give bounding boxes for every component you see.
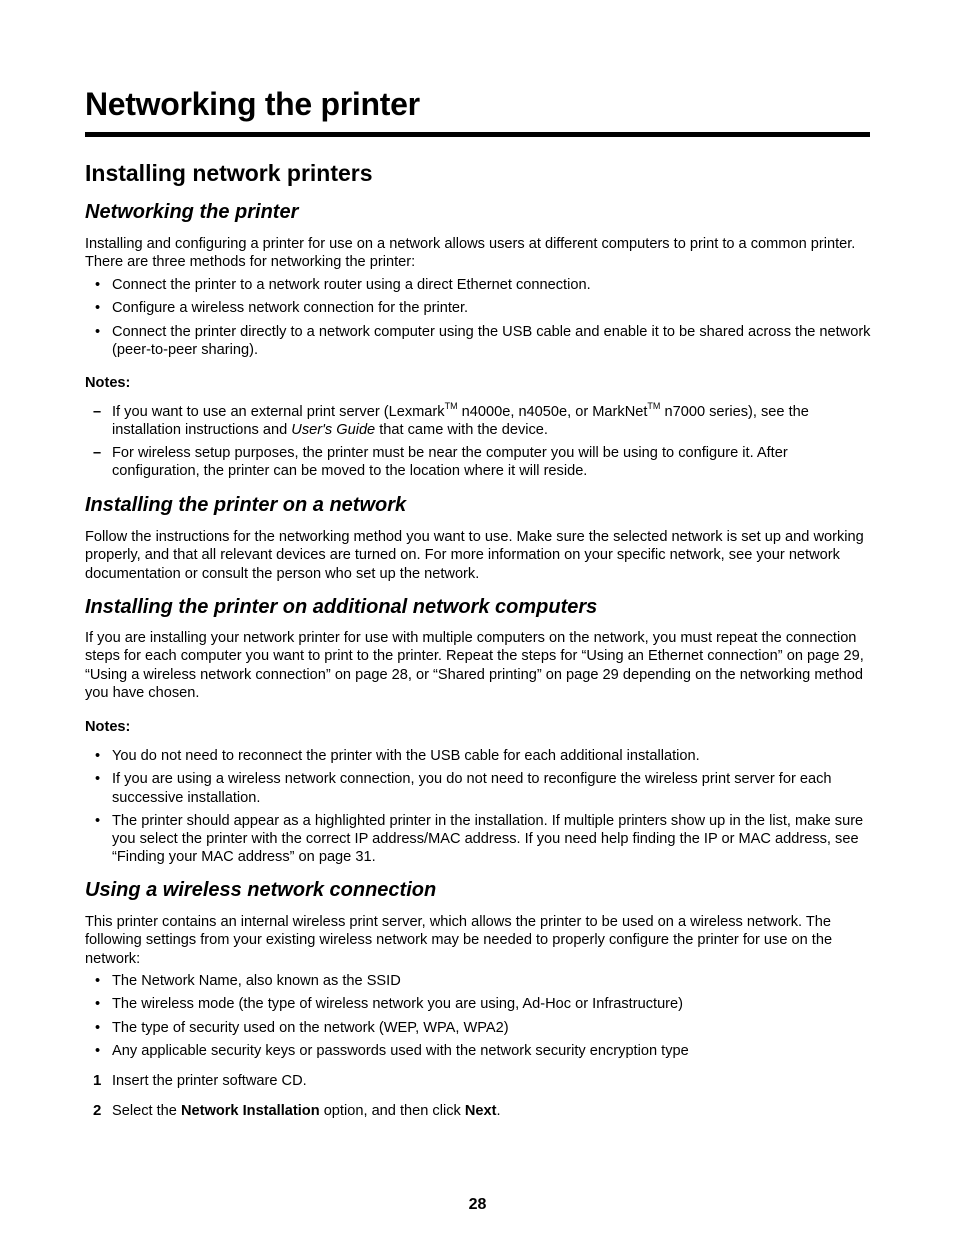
list-item (85, 770, 875, 807)
list-item (85, 299, 875, 317)
step-text: option, and then click (319, 1103, 465, 1120)
bullet-icon: • (95, 277, 101, 293)
step-item (85, 1072, 875, 1090)
note-text: n7000 series), see the installation instructions and (112, 404, 809, 439)
list-item (85, 276, 875, 294)
bullet-icon: • (95, 748, 101, 764)
installing-on-network-heading: Installing the printer on a network (85, 494, 407, 516)
notes-label: Notes: (85, 375, 131, 391)
list-item-text: The type of security used on the network (WEP, WPA, WPA2) (112, 1019, 509, 1036)
list-item (85, 812, 875, 867)
step-text: . (496, 1103, 501, 1120)
notes-label: Notes: (85, 719, 131, 735)
bullet-icon: • (95, 1042, 101, 1059)
users-guide-title: User's Guide (291, 422, 376, 439)
trademark-mark: TM (444, 401, 458, 412)
step-text: Insert the printer software CD. (112, 1073, 307, 1089)
list-item-text: Connect the printer directly to a network computer using the USB cable and enable it to be shared across the network (peer-to-peer sharing). (112, 323, 871, 358)
list-item (85, 323, 875, 360)
list-item (85, 972, 875, 990)
bullet-icon: • (95, 812, 101, 829)
title-rule (85, 132, 870, 137)
step-item (85, 1102, 875, 1120)
next-label: Next (464, 1103, 497, 1120)
bullet-icon: • (95, 1019, 101, 1036)
step-number: 2 (93, 1102, 102, 1120)
dash-icon: – (93, 444, 102, 461)
note-text: n4000e, n4050e, or MarkNet (457, 404, 648, 420)
note-text: If you want to use an external print server (Lexmark (112, 404, 445, 420)
list-item-text: Connect the printer to a network router using a direct Ethernet connection. (112, 277, 591, 293)
bullet-icon: • (95, 771, 101, 788)
step-number: 1 (93, 1072, 102, 1089)
networking-methods-list (85, 276, 875, 359)
note-item (85, 444, 875, 481)
list-item (85, 747, 875, 765)
bullet-icon: • (95, 996, 101, 1013)
note-text: that came with the device. (375, 422, 548, 439)
additional-notes-list (85, 747, 875, 867)
trademark-mark: TM (647, 401, 661, 412)
list-item-text: Any applicable security keys or passwords used with the network security encryption type (112, 1042, 689, 1059)
dash-icon: – (93, 404, 102, 420)
list-item (85, 1019, 875, 1037)
networking-heading: Networking the printer (85, 201, 299, 223)
bullet-icon: • (95, 300, 101, 317)
installing-on-network-body: Follow the instructions for the networking method you want to use. Make sure the selected network is set up and working properly, and that all relevant devices are turned on. For more information on your specific network, see your network documentation or consult the person who set up the network. (85, 529, 864, 582)
bullet-icon: • (95, 323, 101, 340)
page-number: 28 (468, 1196, 487, 1213)
list-item-text: You do not need to reconnect the printer with the USB cable for each additional installation. (112, 748, 700, 764)
networking-intro: Installing and configuring a printer for use on a network allows users at different computers to print to a common printer. There are three methods for networking the printer: (85, 236, 856, 271)
wireless-settings-list (85, 972, 875, 1060)
additional-computers-body: If you are installing your network printer for use with multiple computers on the network, you must repeat the connection steps for each computer you want to print to the printer. Repeat the steps for “Using an Ethernet connection” on page 29, “Using a wireless network connection” on page 28, or “Shared printing” on page 29 depending on the networking method you have chosen. (85, 630, 864, 701)
note-text: For wireless setup purposes, the printer must be near the computer you will be using to configure it. After configuration, the printer can be moved to the location where it will reside. (112, 444, 788, 479)
notes-list (85, 403, 875, 480)
network-installation-option: Network Installation (180, 1103, 320, 1120)
section-title: Installing network printers (85, 160, 373, 186)
step-text: Select the (112, 1103, 181, 1120)
steps-list (85, 1072, 875, 1121)
list-item-text: The wireless mode (the type of wireless network you are using, Ad-Hoc or Infrastructure) (112, 996, 684, 1013)
list-item-text: If you are using a wireless network connection, you do not need to reconfigure the wireless print server for each successive installation. (112, 771, 832, 806)
list-item-text: The Network Name, also known as the SSID (112, 973, 401, 989)
list-item (85, 1042, 875, 1060)
bullet-icon: • (95, 973, 101, 989)
list-item-text: The printer should appear as a highlighted printer in the installation. If multiple printers show up in the list, make sure you select the printer with the correct IP address/MAC address. If you need help finding the IP or MAC address, see “Finding your MAC address” on page 31. (112, 812, 864, 866)
wireless-connection-heading: Using a wireless network connection (85, 879, 437, 901)
wireless-connection-body: This printer contains an internal wireless print server, which allows the printer to be used on a wireless network. The following settings from your existing wireless network may be needed to properly configure the printer for use on the network: (85, 914, 833, 967)
list-item (85, 995, 875, 1013)
additional-computers-heading: Installing the printer on additional network computers (85, 596, 598, 618)
page-title: Networking the printer (85, 86, 420, 122)
note-item (85, 403, 875, 440)
list-item-text: Configure a wireless network connection for the printer. (112, 300, 469, 317)
